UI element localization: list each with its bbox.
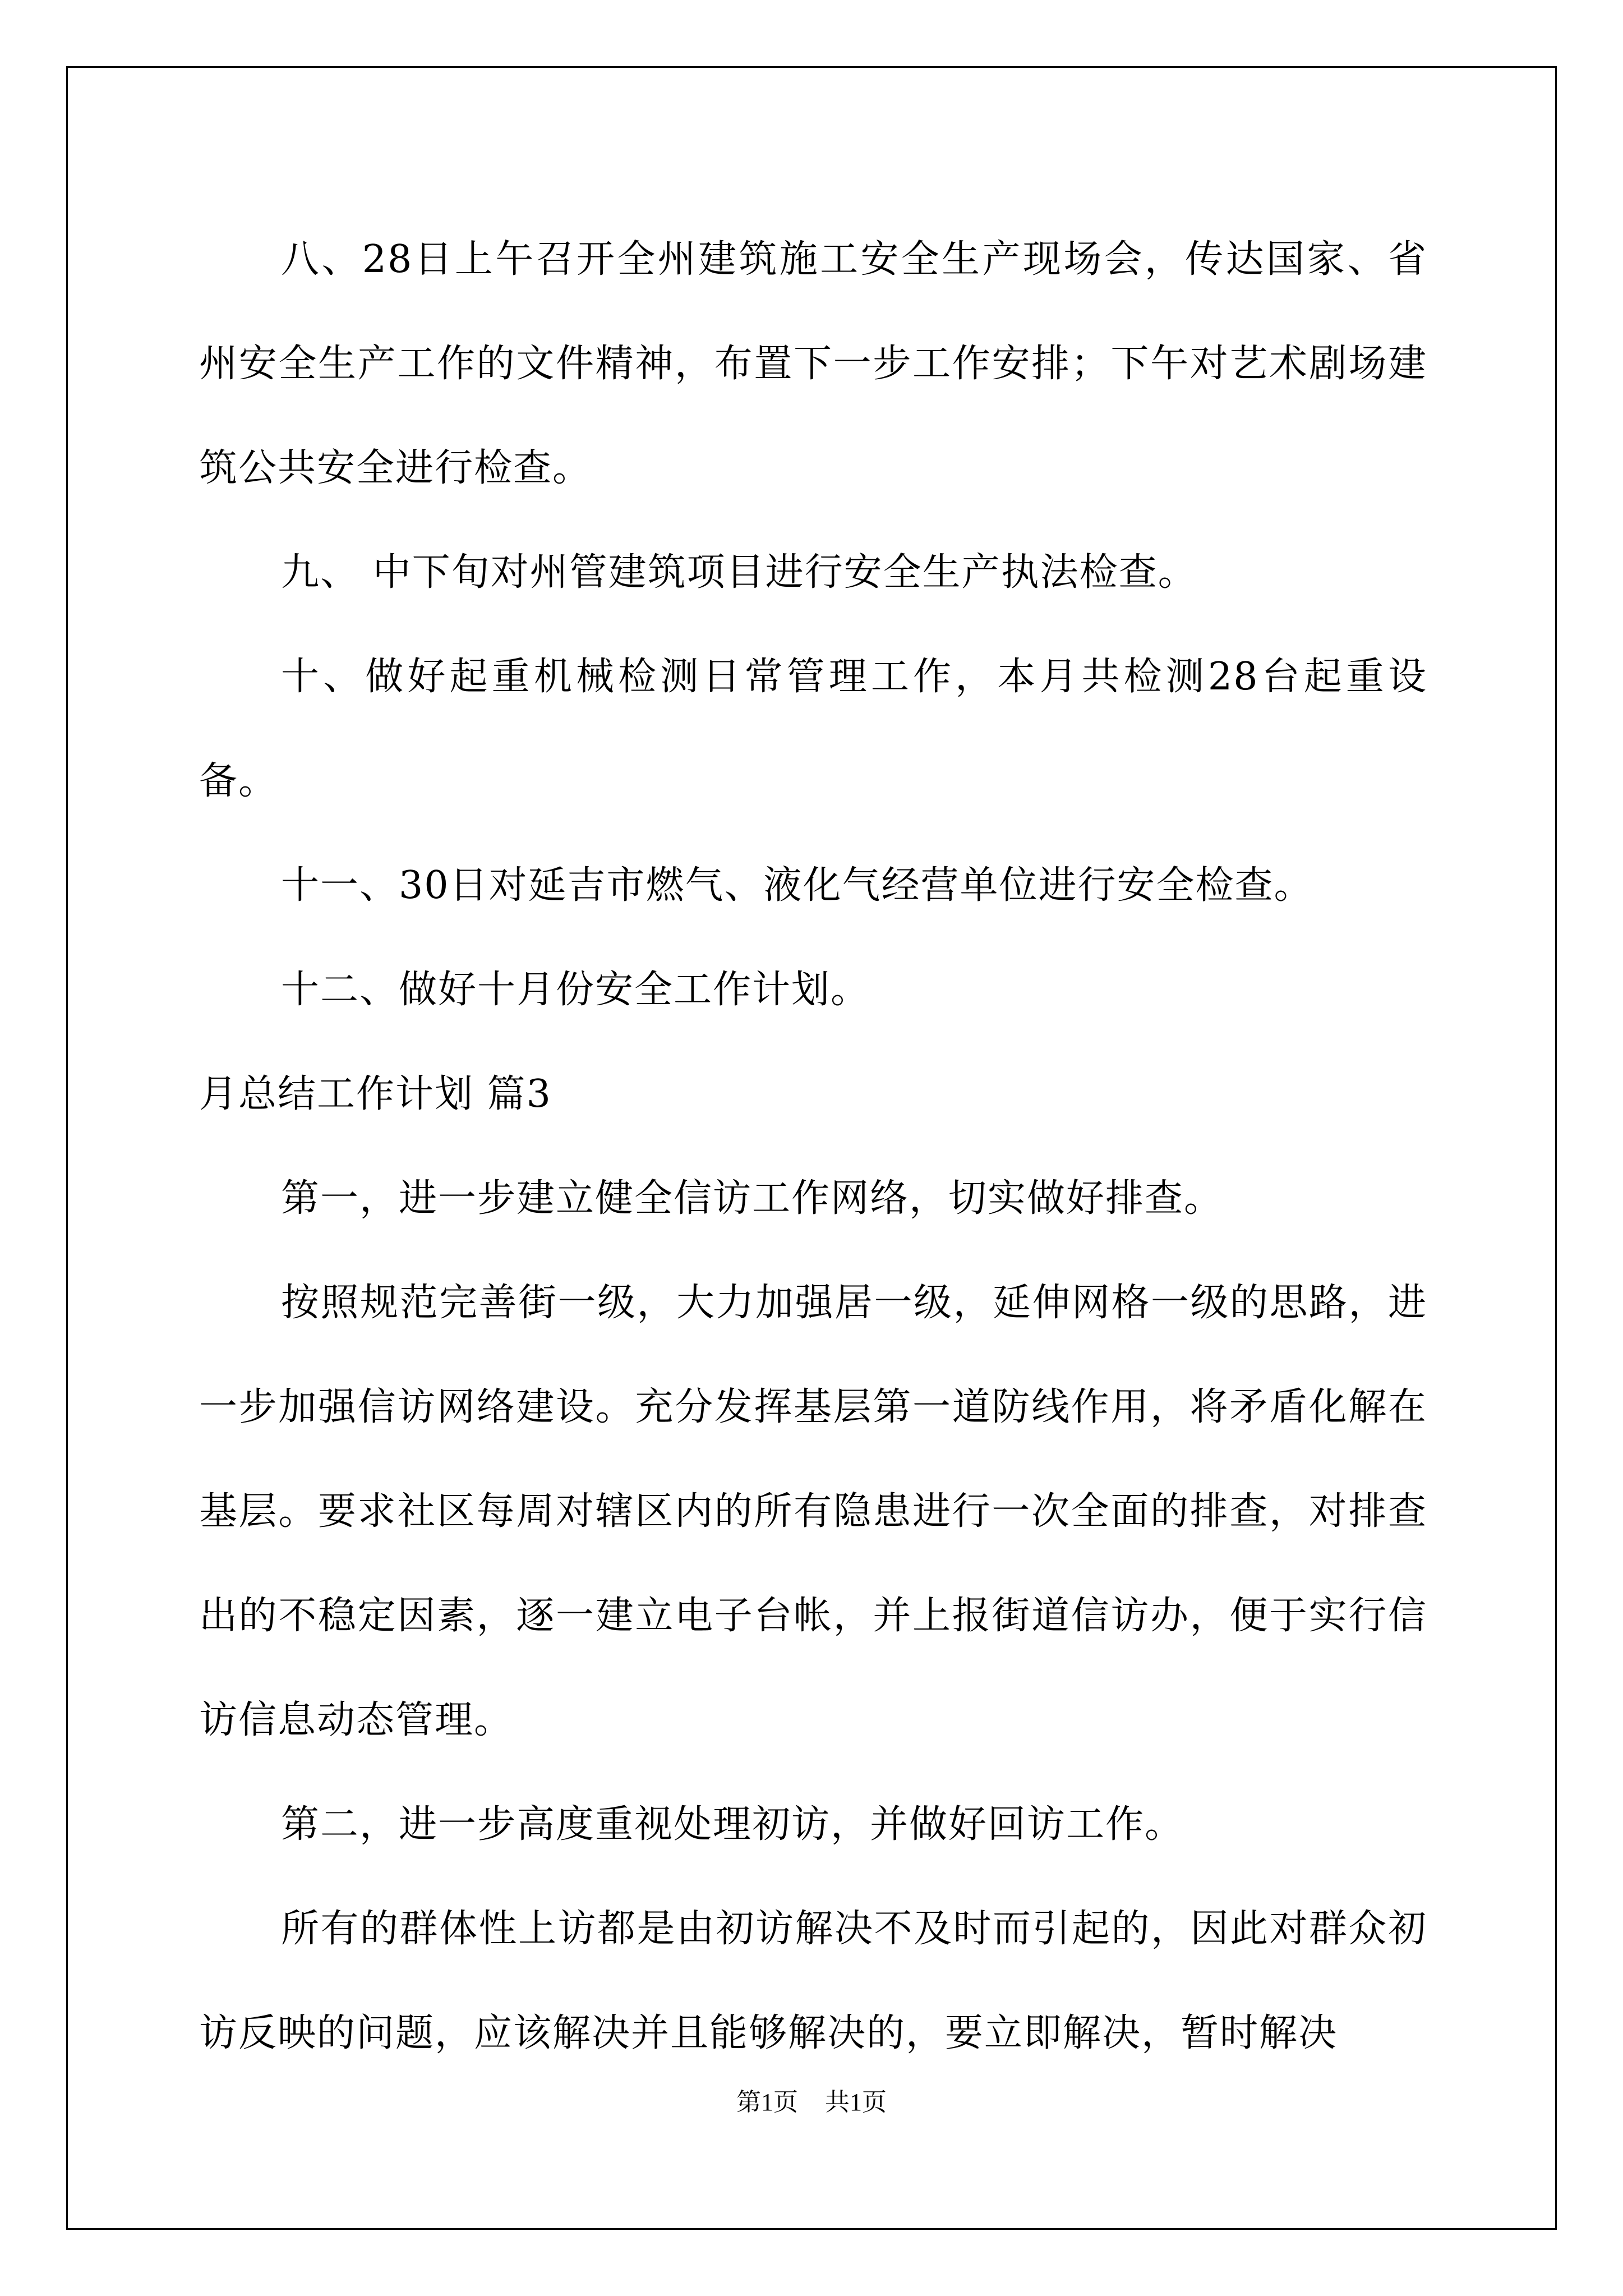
paragraph-first-point: 第一，进一步建立健全信访工作网络，切实做好排查。 [281, 1176, 1224, 1221]
section-heading: 月总结工作计划 篇3 [199, 1072, 552, 1116]
paragraph-item-11: 十一、30日对延吉市燃气、液化气经营单位进行安全检查。 [281, 863, 1313, 908]
paragraph-item-9: 九、 中下旬对州管建筑项目进行安全生产执法检查。 [281, 550, 1197, 595]
paragraph-item-12: 十二、做好十月份安全工作计划。 [281, 968, 870, 1012]
paragraph-item-10: 十、做好起重机械检测日常管理工作，本月共检测28台起重设备。 [199, 655, 1427, 803]
paragraph-second-point: 第二，进一步高度重视处理初访，并做好回访工作。 [281, 1802, 1184, 1847]
page-number-current: 第1页 [736, 2088, 798, 2116]
paragraph-item-8: 八、28日上午召开全州建筑施工安全生产现场会，传达国家、省州安全生产工作的文件精神，布置下一步工作安排；下午对艺术剧场建筑公共安全进行检查。 [199, 237, 1427, 490]
document-body [199, 208, 1427, 2086]
page-footer [0, 2086, 1623, 2119]
paragraph-initial-visit-detail: 所有的群体性上访都是由初访解决不及时而引起的，因此对群众初访反映的问题，应该解决并且能够解决的，要立即解决，暂时解决 [199, 1907, 1427, 2055]
paragraph-network-detail: 按照规范完善街一级，大力加强居一级，延伸网格一级的思路，进一步加强信访网络建设。充分发挥基层第一道防线作用，将矛盾化解在基层。要求社区每周对辖区内的所有隐患进行一次全面的排查，对排查出的不稳定因素，逐一建立电子台帐，并上报街道信访办，便于实行信访信息动态管理。 [199, 1281, 1427, 1742]
page-number-total: 共1页 [825, 2088, 887, 2116]
